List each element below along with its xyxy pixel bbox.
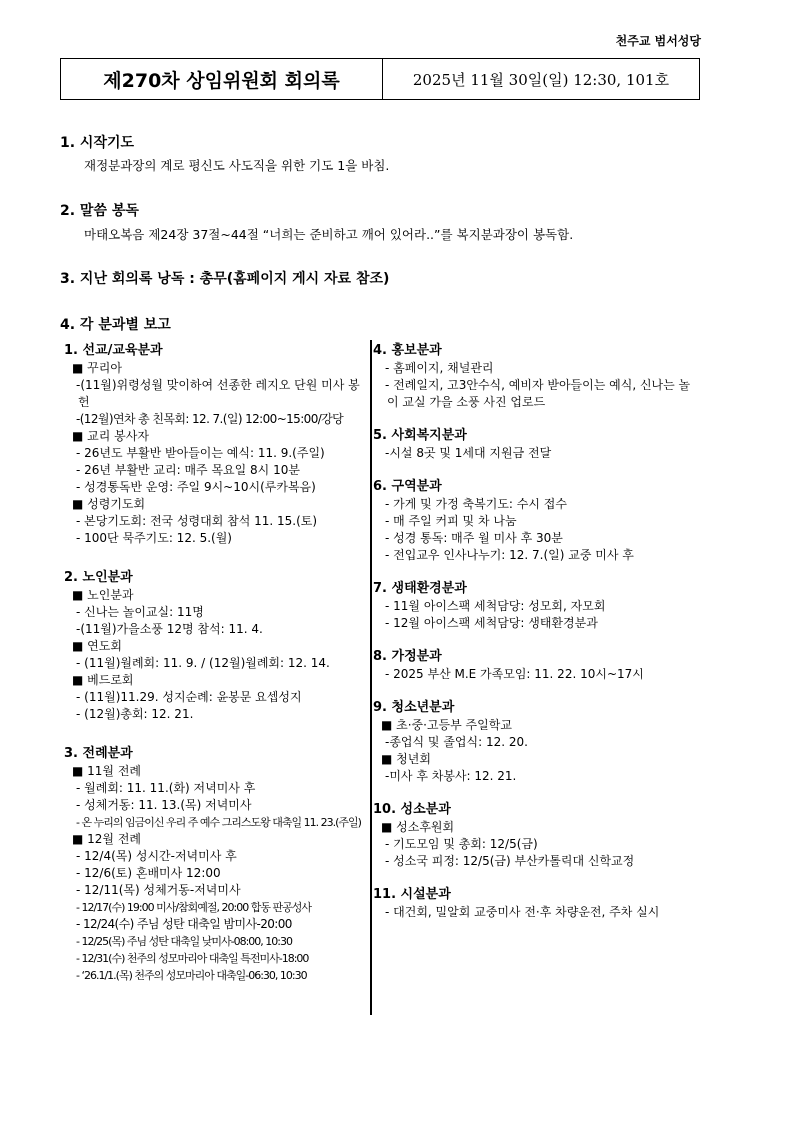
committee-title: 9. 청소년분과 xyxy=(373,700,455,715)
report-line: - 12/11(목) 성체거동-저녁미사 xyxy=(76,883,241,897)
subgroup-label: ■ 초·중·고등부 주일학교 xyxy=(381,718,512,732)
report-line: - 12/24(수) 주님 성탄 대축일 밤미사-20:00 xyxy=(76,917,292,931)
report-line: - 가게 및 가정 축복기도: 수시 접수 xyxy=(385,497,567,511)
subgroup-label: ■ 교리 봉사자 xyxy=(72,429,149,443)
report-line: - (11월)11.29. 성지순례: 윤봉문 요셉성지 xyxy=(76,690,302,704)
report-line: - 성경 통독: 매주 월 미사 후 30분 xyxy=(385,531,563,545)
report-line: - (12월)총회: 12. 21. xyxy=(76,707,194,721)
report-line: - 본당기도회: 전국 성령대회 참석 11. 15.(토) xyxy=(76,514,318,528)
report-line: - 12/31(수) 천주의 성모마리아 대축일 특전미사-18:00 xyxy=(76,952,309,965)
meeting-title: 제270차 상임위원회 회의록 xyxy=(61,59,383,99)
committee-title: 2. 노인분과 xyxy=(64,570,133,585)
report-line: - 전입교우 인사나누기: 12. 7.(일) 교중 미사 후 xyxy=(385,548,634,562)
section-heading-scripture: 2. 말씀 봉독 xyxy=(60,203,139,219)
subgroup-label: ■ 노인분과 xyxy=(72,588,134,602)
report-line: -미사 후 차봉사: 12. 21. xyxy=(385,769,517,783)
committee-title: 1. 선교/교육분과 xyxy=(64,343,163,358)
committee-title: 7. 생태환경분과 xyxy=(373,581,467,596)
report-line: -(11월)가을소풍 12명 참석: 11. 4. xyxy=(76,622,263,636)
report-line: - 26년도 부활반 받아들이는 예식: 11. 9.(주일) xyxy=(76,446,325,460)
report-line: - 12/17(수) 19:00 미사/참회예절, 20:00 합동 판공성사 xyxy=(76,901,311,914)
committee-title: 6. 구역분과 xyxy=(373,479,442,494)
subgroup-label: ■ 청년회 xyxy=(381,752,431,766)
subgroup-label: ■ 꾸리아 xyxy=(72,361,122,375)
column-divider xyxy=(370,340,372,1015)
report-line: - 온 누리의 임금이신 우리 주 예수 그리스도왕 대축일 11. 23.(주일) xyxy=(76,816,361,829)
subgroup-label: ■ 연도회 xyxy=(72,639,122,653)
section-heading-minutes: 3. 지난 회의록 낭독 : 총무(홈페이지 게시 자료 참조) xyxy=(60,271,390,287)
reports-columns xyxy=(60,338,700,1015)
left-column xyxy=(64,338,366,984)
report-line: - 12/25(목) 주님 성탄 대축일 낮미사-08:00, 10:30 xyxy=(76,935,292,948)
report-line: - 성소국 피정: 12/5(금) 부산카톨릭대 신학교정 xyxy=(385,854,635,868)
right-column xyxy=(373,338,698,921)
title-box xyxy=(60,58,700,100)
report-line: - 월례회: 11. 11.(화) 저녁미사 후 xyxy=(76,781,256,795)
report-line: - 성체거동: 11. 13.(목) 저녁미사 xyxy=(76,798,252,812)
report-line: - 12/4(목) 성시간-저녁미사 후 xyxy=(76,849,237,863)
report-line: - 대건회, 밀알회 교중미사 전·후 차량운전, 주차 실시 xyxy=(385,905,660,919)
section-heading-reports: 4. 각 분과별 보고 xyxy=(60,317,171,333)
report-line: -종업식 및 졸업식: 12. 20. xyxy=(385,735,528,749)
report-line: - 11월 아이스팩 세척담당: 성모회, 자모회 xyxy=(385,599,606,613)
subgroup-label: ■ 성령기도회 xyxy=(72,497,146,511)
meeting-datetime: 2025년 11월 30일(일) 12:30, 101호 xyxy=(412,70,670,89)
section-body-scripture: 마태오복음 제24장 37절~44절 “너희는 준비하고 깨어 있어라..”를 복지분과장이 봉독함. xyxy=(84,227,574,242)
report-line: - 홈페이지, 채널관리 xyxy=(385,361,494,375)
parish-name: 천주교 범서성당 xyxy=(615,34,701,48)
report-line: - 매 주일 커피 및 차 나눔 xyxy=(385,514,517,528)
report-line: -시설 8곳 및 1세대 지원금 전달 xyxy=(385,446,552,460)
subgroup-label: ■ 11월 전례 xyxy=(72,764,142,778)
section-heading-opening-prayer: 1. 시작기도 xyxy=(60,135,135,151)
report-line: - ‘26.1/1.(목) 천주의 성모마리아 대축일-06:30, 10:30 xyxy=(76,969,307,982)
report-line: - 12/6(토) 혼배미사 12:00 xyxy=(76,866,221,880)
report-line: - 100단 묵주기도: 12. 5.(월) xyxy=(76,531,232,545)
report-line: -(12월)연차 총 친목회: 12. 7.(일) 12:00~15:00/강당 xyxy=(76,412,344,426)
report-line: - 26년 부활반 교리: 매주 목요일 8시 10분 xyxy=(76,463,300,477)
report-line: - 기도모임 및 총회: 12/5(금) xyxy=(385,837,538,851)
subgroup-label: ■ 성소후원회 xyxy=(381,820,455,834)
report-line: - (11월)월례회: 11. 9. / (12월)월례회: 12. 14. xyxy=(76,656,330,670)
subgroup-label: ■ 12월 전례 xyxy=(72,832,142,846)
report-line: - 12월 아이스팩 세척담당: 생태환경분과 xyxy=(385,616,598,630)
committee-title: 3. 전례분과 xyxy=(64,746,133,761)
section-body-opening-prayer: 재정분과장의 계로 평신도 사도직을 위한 기도 1을 바침. xyxy=(84,158,390,173)
committee-title: 10. 성소분과 xyxy=(373,802,451,817)
report-line: - 신나는 놀이교실: 11명 xyxy=(76,605,204,619)
committee-title: 8. 가정분과 xyxy=(373,649,442,664)
committee-title: 11. 시설분과 xyxy=(373,887,451,902)
subgroup-label: ■ 베드로회 xyxy=(72,673,134,687)
report-line: - 2025 부산 M.E 가족모임: 11. 22. 10시~17시 xyxy=(385,667,644,681)
report-line: - 성경통독반 운영: 주일 9시~10시(루카복음) xyxy=(76,480,316,494)
committee-title: 4. 홍보분과 xyxy=(373,343,442,358)
report-line: - 전례일지, 고3안수식, 예비자 받아들이는 예식, 신나는 놀이 교실 가을 소풍 사진 업로드 xyxy=(385,378,691,409)
report-line: -(11월)위령성월 맞이하여 선종한 레지오 단원 미사 봉헌 xyxy=(76,378,360,409)
committee-title: 5. 사회복지분과 xyxy=(373,428,467,443)
